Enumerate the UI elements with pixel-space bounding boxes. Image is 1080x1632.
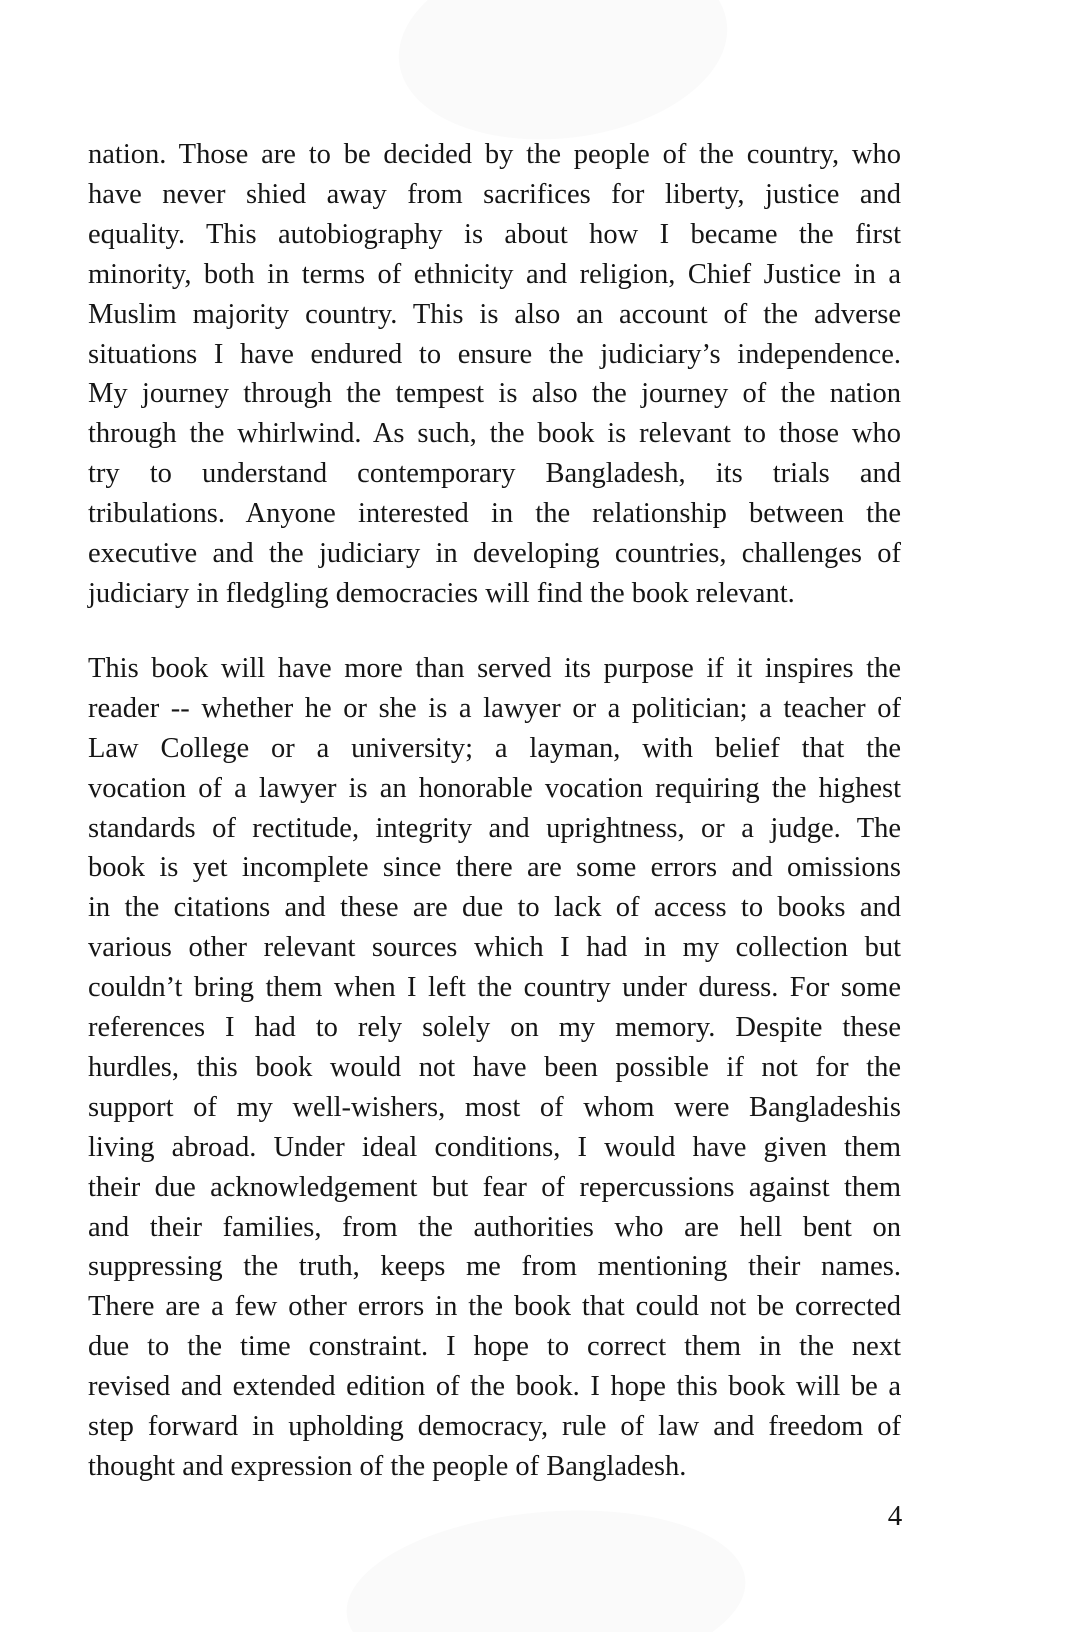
text-line: This book will have more than served its purpose if it inspires the	[88, 652, 901, 684]
text-line: living abroad. Under ideal conditions, I would have given them	[88, 1131, 901, 1163]
text-line: Law College or a university; a layman, with belief that the	[88, 732, 901, 764]
text-line: My journey through the tempest is also the journey of the nation	[88, 378, 901, 410]
text-line: try to understand contemporary Bangladesh, its trials and	[88, 458, 901, 490]
scan-artifact-bottom	[339, 1495, 752, 1632]
text-line: suppressing the truth, keeps me from mentioning their names.	[88, 1251, 901, 1283]
text-line: vocation of a lawyer is an honorable vocation requiring the highest	[88, 772, 901, 804]
text-line: step forward in upholding democracy, rule of law and freedom of	[88, 1411, 901, 1443]
text-line: standards of rectitude, integrity and uprightness, or a judge. The	[88, 812, 901, 844]
text-line: reader -- whether he or she is a lawyer or a politician; a teacher of	[88, 692, 901, 724]
scan-artifact-top	[388, 0, 739, 157]
text-line: equality. This autobiography is about how I became the first	[88, 218, 901, 250]
text-line: references I had to rely solely on my memory. Despite these	[88, 1012, 901, 1044]
text-line: hurdles, this book would not have been possible if not for the	[88, 1051, 901, 1083]
text-line: Muslim majority country. This is also an account of the adverse	[88, 298, 901, 330]
text-line: and their families, from the authorities who are hell bent on	[88, 1211, 901, 1243]
text-line: thought and expression of the people of Bangladesh.	[88, 1451, 687, 1482]
text-line: tribulations. Anyone interested in the relationship between the	[88, 498, 901, 530]
text-line: couldn’t bring them when I left the country under duress. For some	[88, 972, 901, 1004]
text-line: nation. Those are to be decided by the people of the country, who	[88, 139, 901, 170]
text-line: their due acknowledgement but fear of repercussions against them	[88, 1171, 901, 1203]
text-line: situations I have endured to ensure the judiciary’s independence.	[88, 338, 901, 370]
text-line: in the citations and these are due to lack of access to books and	[88, 892, 901, 924]
text-line: through the whirlwind. As such, the book is relevant to those who	[88, 418, 901, 450]
text-line: minority, both in terms of ethnicity and religion, Chief Justice in a	[88, 258, 901, 290]
paragraph	[88, 135, 901, 614]
text-line: various other relevant sources which I had in my collection but	[88, 932, 901, 964]
page-number: 4	[887, 1500, 903, 1532]
text-line: have never shied away from sacrifices for liberty, justice and	[88, 178, 901, 210]
text-line: revised and extended edition of the book. I hope this book will be a	[88, 1371, 901, 1403]
body-text	[88, 135, 901, 1487]
text-line: judiciary in fledgling democracies will find the book relevant.	[88, 577, 795, 609]
text-line: There are a few other errors in the book that could not be corrected	[88, 1291, 901, 1323]
text-line: executive and the judiciary in developing countries, challenges of	[88, 538, 901, 570]
paragraph	[88, 649, 901, 1487]
text-line: support of my well-wishers, most of whom were Bangladeshis	[88, 1091, 901, 1123]
text-line: due to the time constraint. I hope to correct them in the next	[88, 1331, 901, 1363]
text-line: book is yet incomplete since there are some errors and omissions	[88, 852, 901, 884]
